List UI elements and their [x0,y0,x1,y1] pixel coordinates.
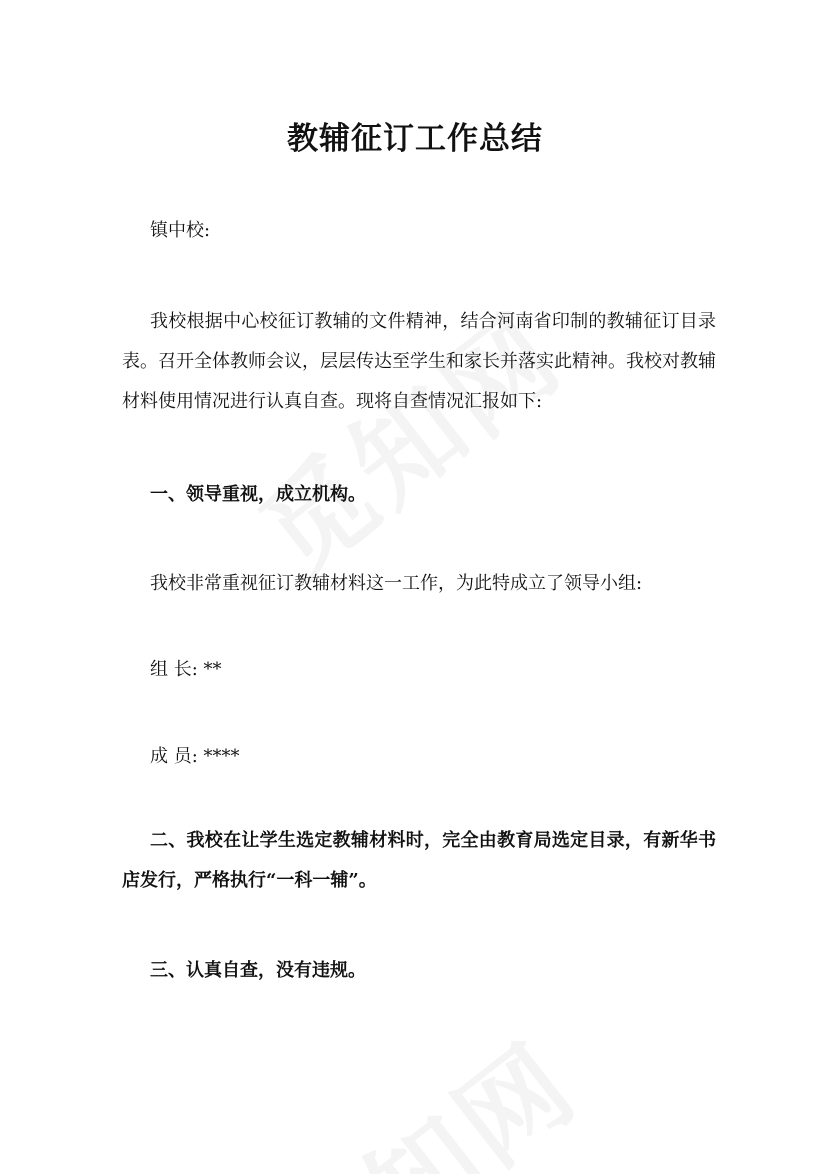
member-line: 成 员: **** [150,746,240,767]
document-title: 教辅征订工作总结 [287,121,543,157]
section-1-body: 我校非常重视征订教辅材料这一工作，为此特成立了领导小组: [150,573,643,594]
salutation: 镇中校: [150,220,211,241]
watermark-text [239,1001,604,1174]
section-1-heading: 一、领导重视，成立机构。 [150,484,366,505]
intro-paragraph: 我校根据中心校征订教辅的文件精神，结合河南省印制的教辅征订目录表。召开全体教师会议，层层传达至学生和家长并落实此精神。我校对教辅材料使用情况进行认真自查。现将自查情况汇报如下: [122,311,716,412]
leader-line: 组 长: ** [150,659,222,680]
section-2-heading: 二、我校在让学生选定教辅材料时，完全由教育局选定目录，有新华书店发行，严格执行“一科一辅”。 [122,830,716,891]
section-3-heading: 三、认真自查，没有违规。 [150,960,366,981]
